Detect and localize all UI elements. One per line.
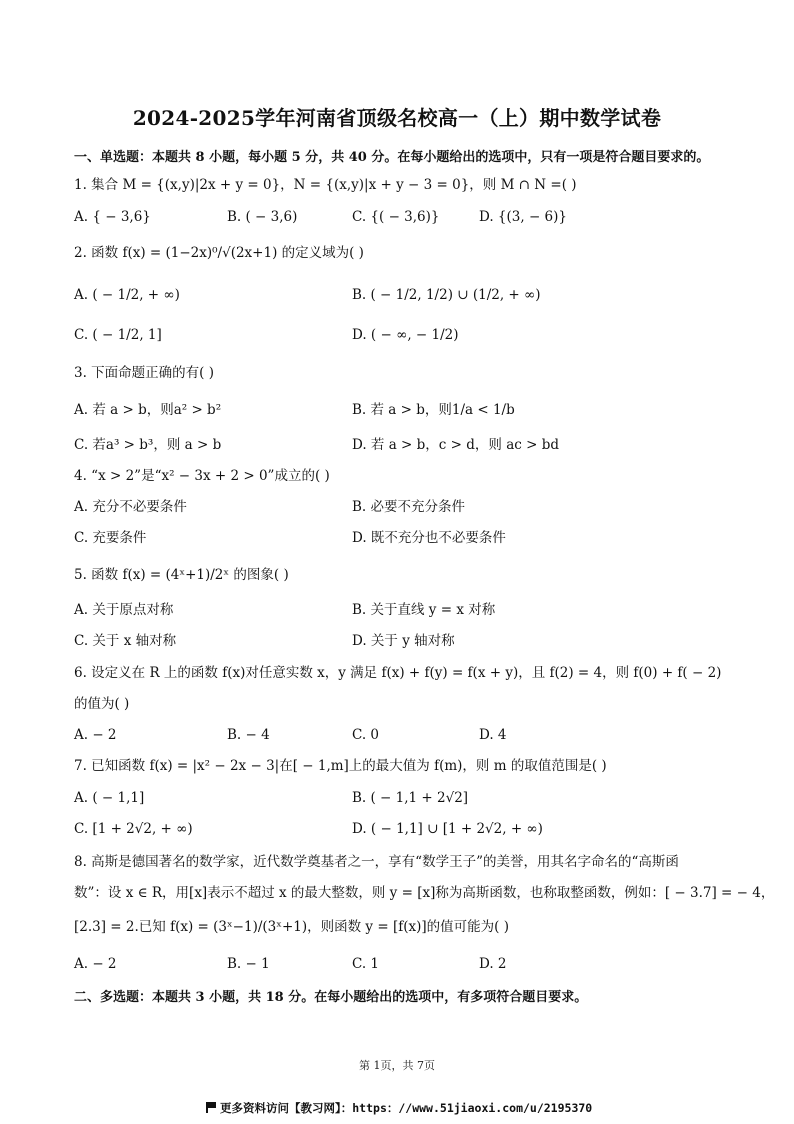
question-4-option-b: B. 必要不充分条件: [352, 499, 466, 515]
question-2-option-b: B. ( − 1/2, 1/2) ∪ (1/2, + ∞): [352, 287, 541, 303]
question-7-stem: 7. 已知函数 f(x) = |x² − 2x − 3|在[ − 1,m]上的最大值为 f(m)，则 m 的取值范围是( ): [74, 758, 607, 774]
section-single-choice-heading: 一、单选题：本题共 8 小题，每小题 5 分，共 40 分。在每小题给出的选项中，只有一项是符合题目要求的。: [74, 150, 710, 165]
question-2-option-d: D. ( − ∞, − 1/2): [352, 327, 459, 343]
page-number-footer: 第 1页，共 7页: [359, 1059, 435, 1072]
question-7-option-a: A. ( − 1,1]: [74, 790, 145, 806]
question-3-option-c: C. 若a³ > b³，则 a > b: [74, 437, 222, 453]
page-title: 2024-2025学年河南省顶级名校高一（上）期中数学试卷: [132, 106, 662, 130]
question-1-option-d: D. {(3, − 6)}: [479, 209, 568, 225]
question-1-option-c: C. {( − 3,6)}: [352, 209, 440, 225]
question-8-stem-line-3: [2.3] = 2.已知 f(x) = (3ˣ−1)/(3ˣ+1)，则函数 y = [f(x)]的值可能为( ): [74, 919, 509, 935]
question-1-stem: 1. 集合 M = {(x,y)|2x + y = 0}，N = {(x,y)|x + y − 3 = 0}，则 M ∩ N =( ): [74, 177, 577, 193]
question-3-option-b: B. 若 a > b，则1/a < 1/b: [352, 402, 515, 418]
question-7-option-d: D. ( − 1,1] ∪ [1 + 2√2, + ∞): [352, 821, 543, 837]
question-6-stem-line-2: 的值为( ): [74, 696, 130, 712]
question-8-option-b: B. − 1: [227, 956, 270, 972]
question-5-option-d: D. 关于 y 轴对称: [352, 633, 455, 649]
question-3-option-d: D. 若 a > b，c > d，则 ac > bd: [352, 437, 559, 453]
question-8-stem-line-1: 8. 高斯是德国著名的数学家，近代数学奠基者之一，享有“数学王子”的美誉，用其名字命名的“高斯函: [74, 854, 679, 870]
question-5-option-c: C. 关于 x 轴对称: [74, 633, 177, 649]
question-8-option-c: C. 1: [352, 956, 380, 972]
question-7-option-b: B. ( − 1,1 + 2√2]: [352, 790, 469, 806]
question-4-option-a: A. 充分不必要条件: [74, 499, 187, 515]
section-multiple-choice-heading: 二、多选题：本题共 3 小题，共 18 分。在每小题给出的选项中，有多项符合题目要求。: [74, 990, 588, 1005]
question-3-stem: 3. 下面命题正确的有( ): [74, 365, 214, 381]
question-6-option-d: D. 4: [479, 727, 507, 743]
question-6-option-c: C. 0: [352, 727, 380, 743]
question-2-stem: 2. 函数 f(x) = (1−2x)⁰/√(2x+1) 的定义域为( ): [74, 245, 364, 261]
question-6-option-a: A. − 2: [74, 727, 117, 743]
question-1-option-b: B. ( − 3,6): [227, 209, 298, 225]
question-3-option-a: A. 若 a > b，则a² > b²: [74, 402, 222, 418]
question-5-option-a: A. 关于原点对称: [74, 602, 174, 618]
promo-banner[interactable]: [206, 1100, 592, 1116]
question-8-option-a: A. − 2: [74, 956, 117, 972]
question-5-stem: 5. 函数 f(x) = (4ˣ+1)/2ˣ 的图象( ): [74, 567, 289, 583]
flag-icon: [206, 1102, 216, 1113]
question-5-option-b: B. 关于直线 y = x 对称: [352, 602, 496, 618]
promo-text: 更多资料访问【教习网】：https：//www.51jiaoxi.com/u/2195370: [220, 1101, 593, 1115]
question-4-option-c: C. 充要条件: [74, 530, 147, 546]
question-8-option-d: D. 2: [479, 956, 507, 972]
question-4-stem: 4. “x > 2”是“x² − 3x + 2 > 0”成立的( ): [74, 468, 330, 484]
question-7-option-c: C. [1 + 2√2, + ∞): [74, 821, 193, 837]
question-2-option-a: A. ( − 1/2, + ∞): [74, 287, 180, 303]
question-6-stem-line-1: 6. 设定义在 R 上的函数 f(x)对任意实数 x，y 满足 f(x) + f(y) = f(x + y)，且 f(2) = 4，则 f(0) + f( − 2): [74, 665, 722, 681]
question-2-option-c: C. ( − 1/2, 1]: [74, 327, 162, 343]
question-8-stem-line-2: 数”：设 x ∈ R，用[x]表示不超过 x 的最大整数，则 y = [x]称为高斯函数，也称取整函数，例如：[ − 3.7] = − 4，: [74, 885, 775, 901]
question-1-option-a: A. { − 3,6}: [74, 209, 151, 225]
question-6-option-b: B. − 4: [227, 727, 270, 743]
question-4-option-d: D. 既不充分也不必要条件: [352, 530, 506, 546]
